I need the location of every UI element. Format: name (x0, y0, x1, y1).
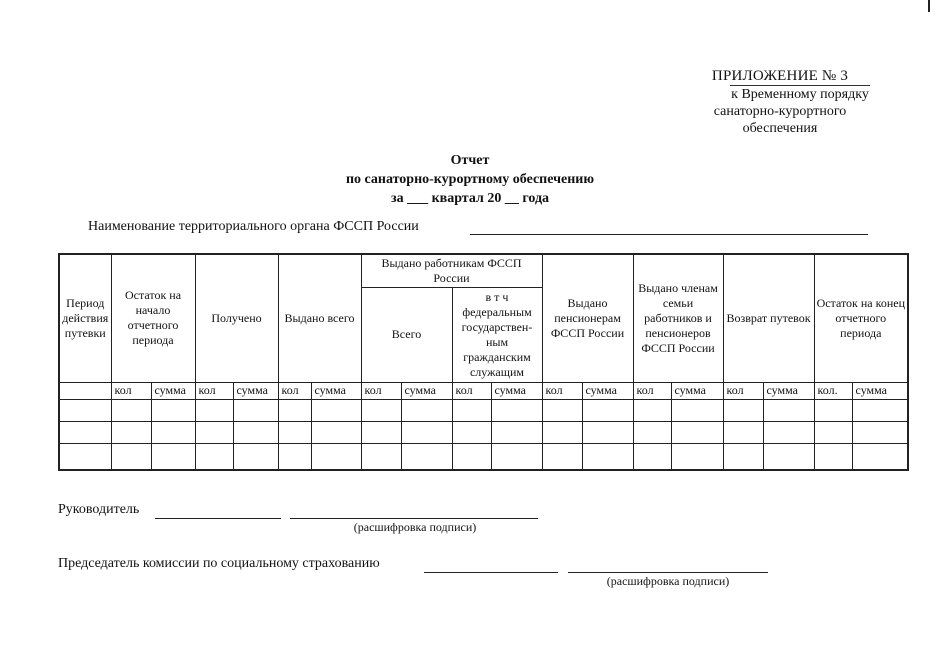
report-table (58, 253, 909, 471)
org-input-line[interactable] (470, 234, 868, 235)
table-cell[interactable] (233, 443, 278, 470)
table-cell[interactable] (401, 443, 452, 470)
subheader-qty: кол (723, 382, 763, 399)
header-employees-civil: в т ч федеральным государствен-ным гражданским служащим (452, 287, 542, 382)
subheader-sum: сумма (311, 382, 361, 399)
subheader-empty (59, 382, 111, 399)
title-line-3: за ___ квартал 20 __ года (390, 191, 550, 206)
table-cell[interactable] (542, 443, 582, 470)
table-cell[interactable] (195, 421, 233, 443)
table-cell[interactable] (233, 399, 278, 421)
table-cell[interactable] (671, 399, 723, 421)
appendix-block (690, 68, 870, 137)
chair-name-line[interactable] (568, 572, 768, 573)
header-issued-total: Выдано всего (278, 254, 361, 382)
subheader-qty: кол (361, 382, 401, 399)
table-cell[interactable] (814, 421, 852, 443)
header-returned: Возврат путевок (723, 254, 814, 382)
table-cell[interactable] (311, 399, 361, 421)
table-cell[interactable] (401, 399, 452, 421)
table-row (59, 443, 908, 470)
subheader-sum: сумма (151, 382, 195, 399)
table-cell[interactable] (633, 443, 671, 470)
table-cell[interactable] (852, 443, 908, 470)
header-pensioners: Выдано пенсионерам ФССП России (542, 254, 633, 382)
org-label: Наименование территориального органа ФССП России (88, 219, 419, 234)
header-family: Выдано членам семьи работников и пенсионеров ФССП России (633, 254, 723, 382)
title-line-2: по санаторно-курортному обеспечению (345, 172, 595, 187)
head-signature-line[interactable] (155, 518, 281, 519)
chair-signature-line[interactable] (424, 572, 558, 573)
subheader-qty: кол (452, 382, 491, 399)
table-cell[interactable] (723, 443, 763, 470)
edge-mark (928, 0, 930, 12)
table-cell[interactable] (195, 399, 233, 421)
table-cell[interactable] (763, 421, 814, 443)
table-cell[interactable] (542, 399, 582, 421)
table-cell[interactable] (401, 421, 452, 443)
header-period: Период действия путевки (59, 254, 111, 382)
subheader-sum: сумма (763, 382, 814, 399)
subheader-qty: кол (195, 382, 233, 399)
subheader-qty: кол (542, 382, 582, 399)
table-cell[interactable] (111, 443, 151, 470)
table-cell[interactable] (59, 399, 111, 421)
table-cell[interactable] (491, 399, 542, 421)
table-cell[interactable] (633, 421, 671, 443)
appendix-title: ПРИЛОЖЕНИЕ № 3 (711, 68, 849, 84)
subheader-sum: сумма (671, 382, 723, 399)
table-cell[interactable] (311, 421, 361, 443)
table-cell[interactable] (852, 421, 908, 443)
title-line-1: Отчет (450, 153, 490, 168)
table-cell[interactable] (151, 443, 195, 470)
appendix-line-4: обеспечения (742, 121, 818, 136)
subheader-qty: кол. (814, 382, 852, 399)
table-cell[interactable] (111, 399, 151, 421)
subheader-sum: сумма (233, 382, 278, 399)
head-name-line[interactable] (290, 518, 538, 519)
table-cell[interactable] (542, 421, 582, 443)
subheader-sum: сумма (491, 382, 542, 399)
table-cell[interactable] (491, 443, 542, 470)
chair-signature-caption: (расшифровка подписи) (606, 574, 730, 588)
table-cell[interactable] (59, 421, 111, 443)
table-cell[interactable] (361, 399, 401, 421)
subheader-qty: кол (278, 382, 311, 399)
header-employees-total: Всего (361, 287, 452, 382)
table-cell[interactable] (278, 399, 311, 421)
subheader-qty: кол (633, 382, 671, 399)
table-cell[interactable] (195, 443, 233, 470)
header-received: Получено (195, 254, 278, 382)
appendix-line-2: к Временному порядку (731, 87, 869, 102)
table-cell[interactable] (151, 399, 195, 421)
table-cell[interactable] (278, 443, 311, 470)
header-issued-employees: Выдано работникам ФССП России (361, 254, 542, 287)
table-cell[interactable] (852, 399, 908, 421)
table-cell[interactable] (311, 443, 361, 470)
subheader-sum: сумма (582, 382, 633, 399)
table-cell[interactable] (111, 421, 151, 443)
table-cell[interactable] (361, 443, 401, 470)
table-cell[interactable] (582, 421, 633, 443)
table-cell[interactable] (582, 443, 633, 470)
table-cell[interactable] (671, 421, 723, 443)
table-row (59, 421, 908, 443)
table-cell[interactable] (452, 443, 491, 470)
table-cell[interactable] (763, 443, 814, 470)
table-cell[interactable] (452, 421, 491, 443)
table-cell[interactable] (671, 443, 723, 470)
appendix-line-3: санаторно-курортного (713, 104, 847, 119)
header-end-balance: Остаток на конец отчетного периода (814, 254, 908, 382)
header-start-balance: Остаток на начало отчетного периода (111, 254, 195, 382)
table-cell[interactable] (151, 421, 195, 443)
table-cell[interactable] (59, 443, 111, 470)
table-cell[interactable] (723, 399, 763, 421)
table-cell[interactable] (763, 399, 814, 421)
table-cell[interactable] (814, 443, 852, 470)
head-signature-caption: (расшифровка подписи) (353, 520, 477, 534)
table-cell[interactable] (233, 421, 278, 443)
table-cell[interactable] (491, 421, 542, 443)
chair-signature-label: Председатель комиссии по социальному страхованию (58, 556, 380, 571)
table-cell[interactable] (452, 399, 491, 421)
report-title (250, 151, 690, 208)
table-cell[interactable] (278, 421, 311, 443)
table-cell[interactable] (361, 421, 401, 443)
table-cell[interactable] (814, 399, 852, 421)
table-row (59, 399, 908, 421)
subheader-qty: кол (111, 382, 151, 399)
subheader-sum: сумма (852, 382, 908, 399)
head-signature-label: Руководитель (58, 502, 140, 517)
subheader-sum: сумма (401, 382, 452, 399)
table-cell[interactable] (582, 399, 633, 421)
table-cell[interactable] (633, 399, 671, 421)
table-cell[interactable] (723, 421, 763, 443)
